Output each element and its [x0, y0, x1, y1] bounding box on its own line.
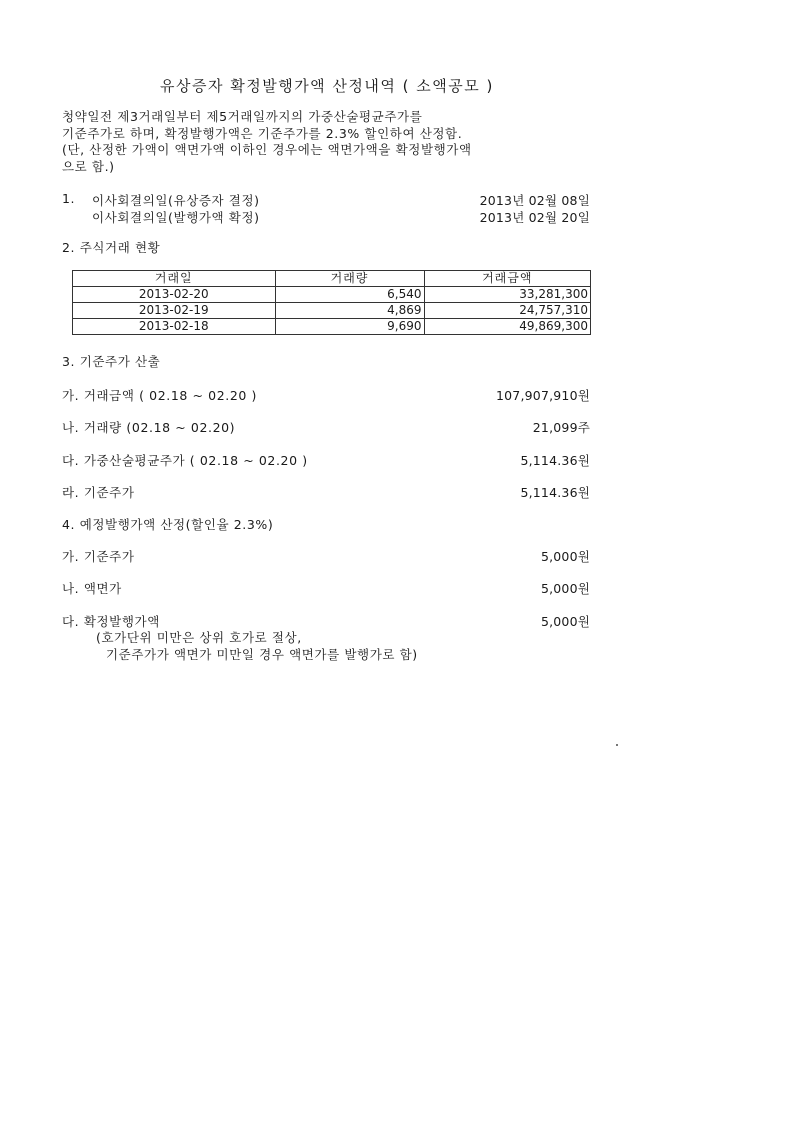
intro-paragraph: [62, 109, 472, 175]
table-row: [73, 319, 591, 335]
trade-volume: 9,690: [275, 319, 424, 335]
header-trade-volume: 거래량: [275, 271, 424, 287]
s4-base-price-label: 가. 기준주가: [62, 549, 135, 564]
trade-table: [72, 270, 591, 335]
header-trade-amount: 거래금액: [424, 271, 590, 287]
trade-amount-total-value: 107,907,910원: [496, 388, 590, 403]
weighted-average-price-label: 다. 가중산술평균주가 ( 02.18 ~ 02.20 ): [62, 453, 308, 468]
trade-amount: 24,757,310: [424, 303, 590, 319]
intro-line: 청약일전 제3거래일부터 제5거래일까지의 가중산술평균주가를: [62, 109, 423, 124]
intro-line: 으로 함.): [62, 158, 115, 174]
header-trade-date: 거래일: [73, 271, 276, 287]
document-title: 유상증자 확정발행가액 산정내역 ( 소액공모 ): [160, 77, 494, 95]
trade-amount: 33,281,300: [424, 287, 590, 303]
scan-speck: [616, 744, 618, 746]
par-value-value: 5,000원: [540, 581, 590, 596]
trade-volume: 6,540: [275, 287, 424, 303]
final-issue-price-label: 다. 확정발행가액: [62, 614, 160, 629]
intro-line: (단, 산정한 가액이 액면가액 이하인 경우에는 액면가액을 확정발행가액: [62, 142, 472, 157]
par-value-label: 나. 액면가: [62, 581, 122, 596]
trade-volume-total-label: 나. 거래량 (02.18 ~ 02.20): [62, 420, 236, 435]
board-resolution-capital-increase-date: 2013년 02월 08일: [479, 193, 590, 208]
trade-volume: 4,869: [275, 303, 424, 319]
board-resolution-price-label: 이사회결의일(발행가액 확정): [92, 210, 260, 225]
final-issue-price-value: 5,000원: [540, 614, 590, 629]
section1-heading-number: 1.: [62, 191, 76, 206]
weighted-average-price-value: 5,114.36원: [520, 453, 590, 468]
intro-line: 기준주가로 하며, 확정발행가액은 기준주가를 2.3% 할인하여 산정함.: [62, 125, 463, 141]
trade-amount: 49,869,300: [424, 319, 590, 335]
table-row: [73, 287, 591, 303]
s4-base-price-value: 5,000원: [540, 549, 590, 564]
section3-heading: 3. 기준주가 산출: [62, 354, 161, 369]
section4-heading: 4. 예정발행가액 산정(할인율 2.3%): [62, 517, 274, 532]
board-resolution-price-date: 2013년 02월 20일: [479, 210, 590, 225]
board-resolution-capital-increase-label: 이사회결의일(유상증자 결정): [92, 193, 260, 208]
final-issue-price-note-line: 기준주가가 액면가 미만일 경우 액면가를 발행가로 함): [106, 647, 418, 662]
trade-date: 2013-02-19: [73, 303, 276, 319]
trade-amount-total-label: 가. 거래금액 ( 02.18 ~ 02.20 ): [62, 388, 257, 403]
section2-heading: 2. 주식거래 현황: [62, 240, 161, 255]
trade-volume-total-value: 21,099주: [532, 420, 590, 435]
final-issue-price-note-line: (호가단위 미만은 상위 호가로 절상,: [96, 630, 302, 645]
trade-date: 2013-02-20: [73, 287, 276, 303]
trade-date: 2013-02-18: [73, 319, 276, 335]
base-price-value: 5,114.36원: [520, 485, 590, 500]
base-price-label: 라. 기준주가: [62, 485, 135, 500]
table-header-row: [73, 271, 591, 287]
table-row: [73, 303, 591, 319]
